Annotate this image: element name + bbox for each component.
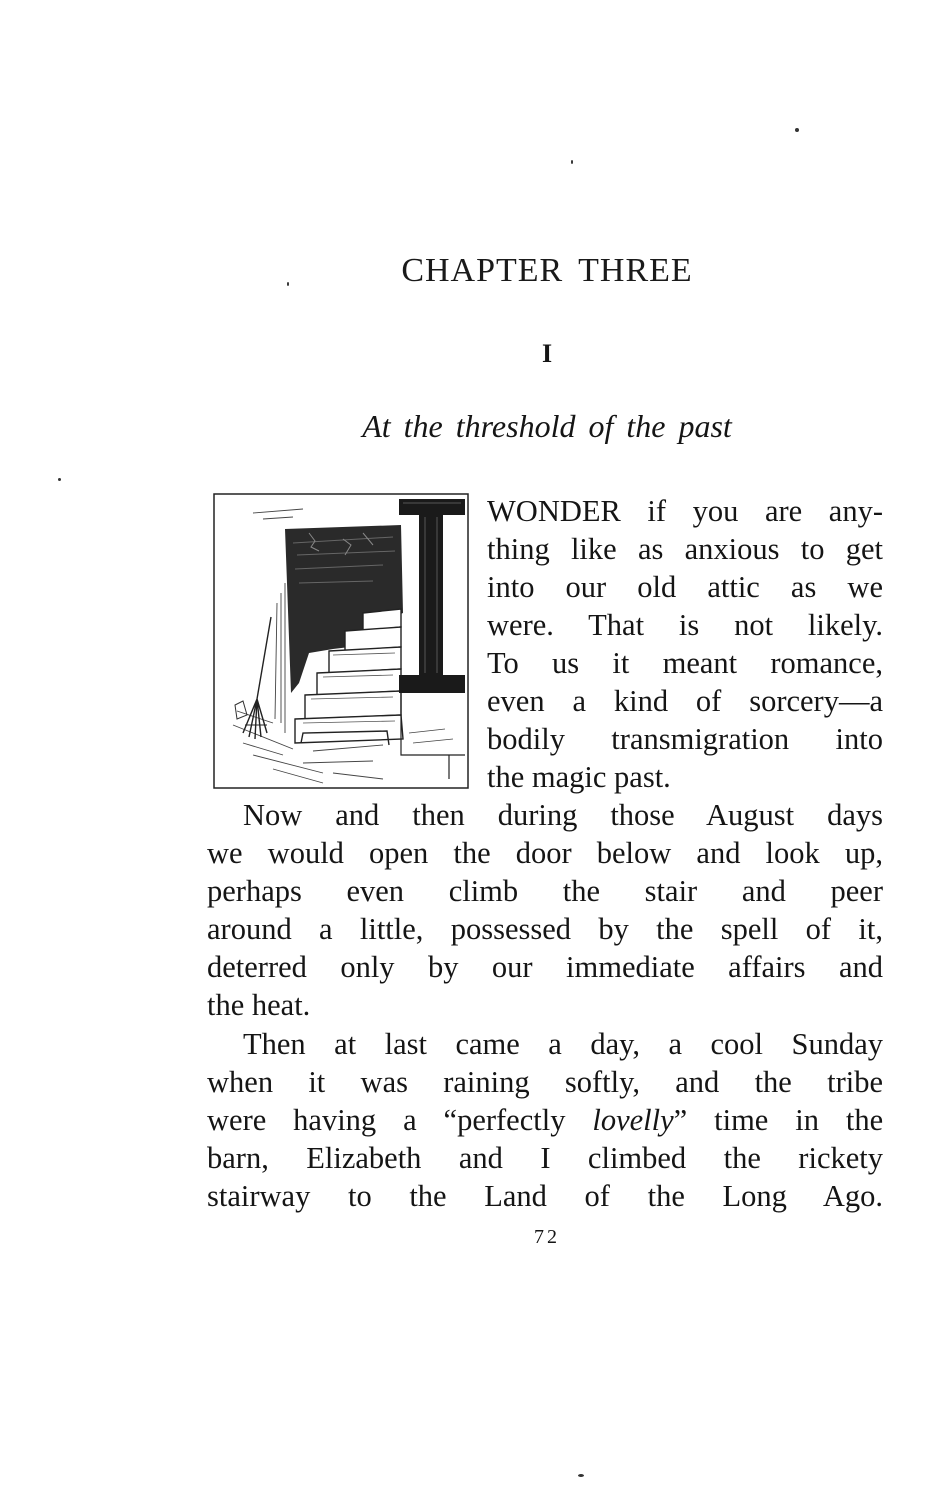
text-line: barn, Elizabeth and I climbed the rickety [207,1141,883,1175]
text-segment [207,1101,883,1139]
door-frame [401,693,465,779]
text-line: bodily transmigration into [487,722,883,756]
scan-speck [571,160,573,164]
floor-lines [409,729,453,743]
text-line: were. That is not likely. [487,608,883,642]
text-line: Now and then during those August days [243,798,883,832]
emphasis-word: lovelly [592,1103,674,1137]
text-line: deterred only by our immediate affairs and [207,950,883,984]
text-line: we would open the door below and look up, [207,836,883,870]
text-line: even a kind of sorcery—a [487,684,883,718]
text-line: stairway to the Land of the Long Ago. [207,1179,883,1213]
text-line: WONDER if you are any- [487,494,883,528]
text-line: the heat. [207,988,311,1022]
text-line: around a little, possessed by the spell of it, [207,912,883,946]
drop-cap-letter [399,499,465,693]
text-run: were having a “perfectly [207,1103,593,1137]
scan-speck [287,282,289,286]
text-line: when it was raining softly, and the tribe [207,1065,883,1099]
scan-speck [578,1474,584,1477]
text-line: To us it meant romance, [487,646,883,680]
drop-cap-illustration [213,493,469,789]
small-object [235,701,247,719]
text-line: Then at last came a day, a cool Sunday [243,1027,883,1061]
text-segment-start [207,1101,883,1139]
chapter-title: CHAPTER THREE [401,252,693,289]
text-line: perhaps even climb the stair and peer [207,874,883,908]
text-line: into our old attic as we [487,570,883,604]
text-line: the magic past. [487,760,671,794]
section-title: At the threshold of the past [362,408,732,444]
page-number: 72 [534,1226,560,1248]
text-line: thing like as anxious to get [487,532,883,566]
scan-speck [795,128,799,132]
text-line-mixed [207,1101,883,1139]
section-number: I [541,339,553,368]
text-run: ” time in the [673,1103,884,1137]
scan-speck [58,478,61,481]
